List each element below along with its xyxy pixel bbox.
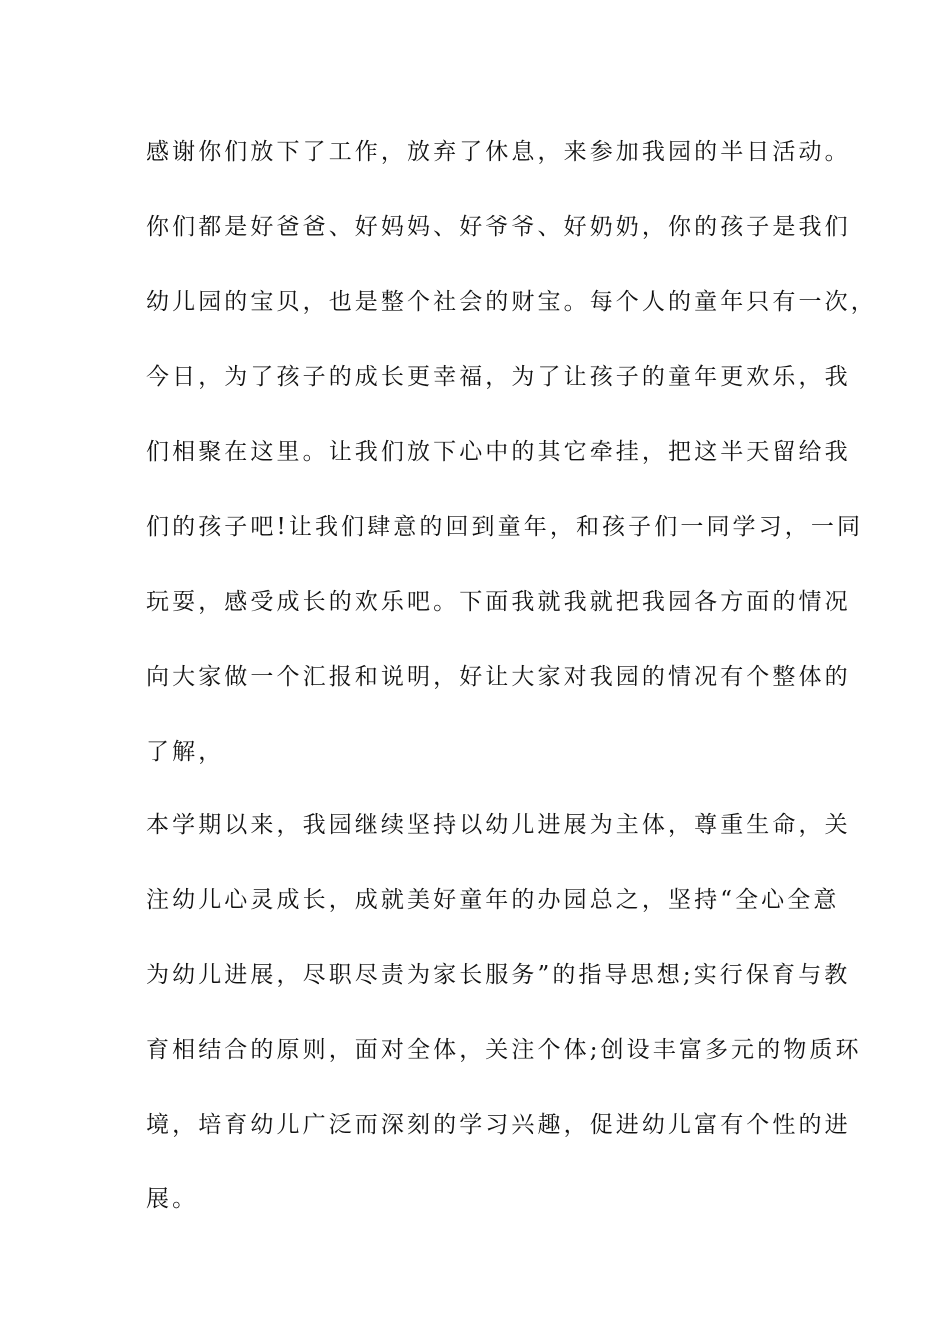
text-line: 今日，为了孩子的成长更幸福，为了让孩子的童年更欢乐，我 [146, 364, 851, 390]
text-line: 向大家做一个汇报和说明，好让大家对我园的情况有个整体的 [146, 664, 851, 690]
text-line: 本学期以来，我园继续坚持以幼儿进展为主体，尊重生命，关 [146, 812, 851, 838]
text-line: 展。 [146, 1186, 199, 1212]
text-line: 育相结合的原则，面对全体，关注个体;创设丰富多元的物质环 [146, 1037, 862, 1063]
text-line: 们相聚在这里。让我们放下心中的其它牵挂，把这半天留给我 [146, 439, 851, 465]
text-line: 幼儿园的宝贝，也是整个社会的财宝。每个人的童年只有一次， [146, 289, 877, 315]
text-line: 为幼儿进展，尽职尽责为家长服务”的指导思想;实行保育与教 [146, 962, 851, 988]
text-line: 们的孩子吧!让我们肆意的回到童年，和孩子们一同学习，一同 [146, 514, 864, 540]
text-line: 感谢你们放下了工作，放弃了休息，来参加我园的半日活动。 [146, 139, 851, 165]
text-line: 境，培育幼儿广泛而深刻的学习兴趣，促进幼儿富有个性的进 [146, 1112, 851, 1138]
text-line: 你们都是好爸爸、好妈妈、好爷爷、好奶奶，你的孩子是我们 [146, 214, 851, 240]
text-line: 玩耍，感受成长的欢乐吧。下面我就我就把我园各方面的情况 [146, 589, 851, 615]
text-line: 了解， [146, 739, 225, 765]
text-line: 注幼儿心灵成长，成就美好童年的办园总之，坚持“全心全意 [146, 887, 840, 913]
